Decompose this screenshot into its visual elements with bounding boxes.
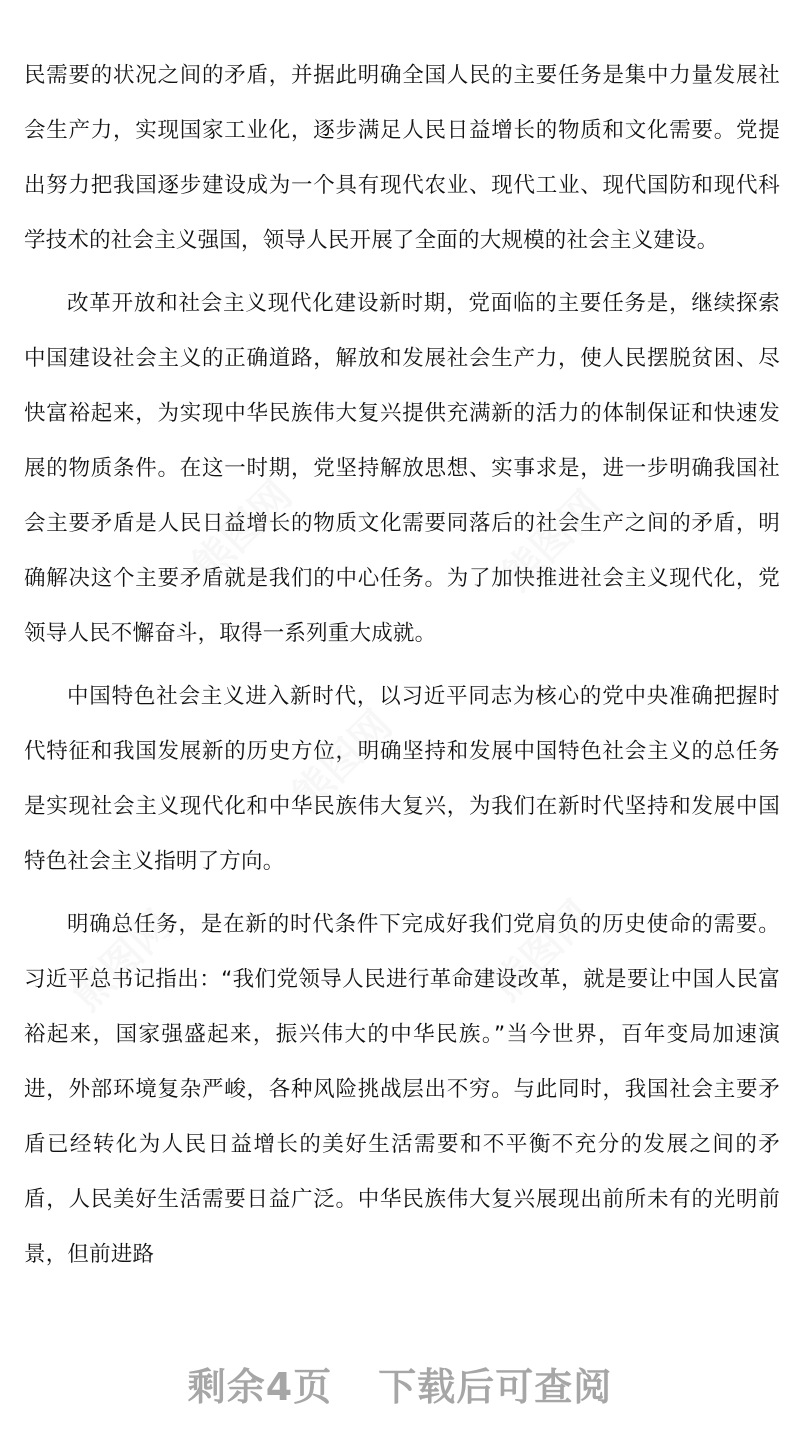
paragraph-overall-task: 明确总任务，是在新的时代条件下完成好我们党肩负的历史使命的需要。习近平总书记指出：“我们党领导人民进行革命建设改革，就是要让中国人民富裕起来，国家强盛起来，振兴伟大的中华民族。”当今世界，百年变局加速演进，外部环境复杂严峻，各种风险挑战层出不穷。与此同时，我国社会主要矛盾已经转化为人民日益增长的美好生活需要和不平衡不充分的发展之间的矛盾，人民美好生活需要日益广泛。中华民族伟大复兴展现出前所未有的光明前景，但前进路 bbox=[24, 912, 780, 1267]
download-to-view-label: 下载后可查阅 bbox=[378, 1365, 613, 1409]
watermark: 熊图网 bbox=[63, 902, 182, 1020]
watermark: 熊图网 bbox=[183, 472, 302, 590]
watermark: 熊图网 bbox=[493, 482, 612, 600]
remaining-pages-label: 剩余4页 bbox=[187, 1365, 333, 1409]
download-prompt[interactable] bbox=[0, 1356, 800, 1409]
watermark: 熊图网 bbox=[483, 892, 602, 1010]
watermark: 熊图网 bbox=[283, 702, 402, 820]
paragraph-continuation: 民需要的状况之间的矛盾，并据此明确全国人民的主要任务是集中力量发展社会生产力，实现国家工业化，逐步满足人民日益增长的物质和文化需要。党提出努力把我国逐步建设成为一个具有现代农业、现代工业、现代国防和现代科学技术的社会主义强国，领导人民开展了全面的大规模的社会主义建设。 bbox=[24, 63, 780, 253]
paragraph-new-era: 中国特色社会主义进入新时代，以习近平同志为核心的党中央准确把握时代特征和我国发展新的历史方位，明确坚持和发展中国特色社会主义的总任务是实现社会主义现代化和中华民族伟大复兴，为我们在新时代坚持和发展中国特色社会主义指明了方向。 bbox=[24, 684, 780, 874]
document-body bbox=[24, 48, 780, 1290]
paragraph-reform-era: 改革开放和社会主义现代化建设新时期，党面临的主要任务是，继续探索中国建设社会主义的正确道路，解放和发展社会生产力，使人民摆脱贫困、尽快富裕起来，为实现中华民族伟大复兴提供充满新的活力的体制保证和快速发展的物质条件。在这一时期，党坚持解放思想、实事求是，进一步明确我国社会主要矛盾是人民日益增长的物质文化需要同落后的社会生产之间的矛盾，明确解决这个主要矛盾就是我们的中心任务。为了加快推进社会主义现代化，党领导人民不懈奋斗，取得一系列重大成就。 bbox=[24, 291, 780, 646]
